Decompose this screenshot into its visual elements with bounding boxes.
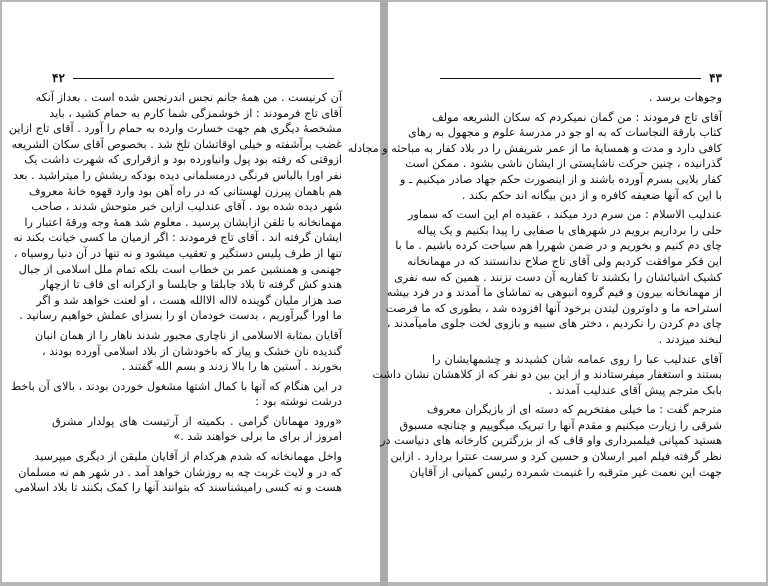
text-line: این فکر موافقت کردیم ولی آقای تاج صلاح ندانستند که در مهمانخانه xyxy=(407,254,722,268)
text-line: کافی دارد و مدت و همسایهٔ ما از عمر شریفش را در بلاد کفار به مباحثه و مجادله xyxy=(347,141,722,155)
text-line: بخورند . آستین ها را بالا زدند و بسم الله گفتند . xyxy=(121,360,342,374)
paragraph xyxy=(347,110,722,204)
text-line: گندیده نان خشک و پیاز که باخودشان از بلاد اسلامی آورده بودند ، xyxy=(42,344,342,358)
text-line: چای دم کنیم و بخوریم و در ضمن شهررا هم سیاحت کرده باشیم . ما با xyxy=(395,239,722,253)
right-book-page xyxy=(347,2,766,582)
text-line: کتاب بارقة النجاسات که به او جو در مدرسهٔ علوم و مجهول به رهای xyxy=(408,126,722,140)
right-header-rule xyxy=(440,78,701,79)
text-line: کفار بلایی بسرم آورده باشند و از اینصورت حکم جهاد صادر میکنیم ـ و xyxy=(400,172,722,186)
text-line: از مهمانخانه بیرون و فیم گروه انبوهی به تماشای ما آمدند و در فرد بیشه xyxy=(386,286,722,300)
text-line: آن کرنیست . من همهٔ جانم نجس اندرنجس شده است . بعداز آنکه xyxy=(35,91,342,104)
paragraph xyxy=(432,90,722,106)
left-page-body xyxy=(8,90,342,500)
text-line: در این هنگام که آنها با کمال اشتها مشغول خوردن بودند ، بالای آن باخط xyxy=(10,379,342,393)
text-line: غضب برآشفته و خیلی اوقاتشان تلخ شد . بخصوص آقای سکان الشریعه xyxy=(11,137,342,151)
text-line: هندو کش گرفته تا بلاد جابلقا و جابلسا و ازکرانه ای قاف تا ازچهار xyxy=(40,278,342,292)
text-line: هستید کمپانی فیلمبرداری واو قاف که از بزرگترین کارخانه های دنیاست در xyxy=(380,434,722,448)
text-line: مشخصهٔ دیگری هم جهت خسارت وارده به حمام را آورد . آقای تاج ازاین xyxy=(8,122,342,136)
paragraph xyxy=(34,328,342,375)
text-line: جهنمی و همنشین عمر بن خطاب است بلکه تمام ملل اسلامی از جبال xyxy=(18,262,342,276)
text-line: آقای تاج فرمودند : از خوشمزگی شما کارم به حمام کشید ، باید xyxy=(49,106,342,120)
text-line: جهت این نعمت غیر مترقبه را غنیمت شمرده رئیس کمپانی از آقایان xyxy=(409,465,722,479)
text-line: گذرانیده ، چنین حرکت ناشایستی از ایشان ناشی بشود . ممکن است xyxy=(405,157,722,171)
left-header-rule xyxy=(73,78,334,79)
text-line: هست و نه کسی رامیشناسند که بتوانند آنها را کمک بکنند تا بلاد اسلامی xyxy=(14,481,342,495)
paragraph xyxy=(52,414,342,445)
text-line: بستند و استغفار میفرستادند و از این بین دو نفر که از کلاهشان نشان داشت xyxy=(372,368,722,382)
left-page-header xyxy=(52,70,342,86)
paragraph xyxy=(10,379,342,410)
text-line: عندلیب الاسلام : من سرم درد میکند ، عقیده ام این است که سماور xyxy=(408,208,722,222)
text-line: شرقی را زیارت میکنیم و مقدم آنها را تبریک میگوییم و چنانچه مسبوق xyxy=(399,418,722,432)
text-line: نظر گرفته فیلم امیر ارسلان و حسین کرد و سرست عنترا بردارد . ازاین xyxy=(390,450,722,464)
text-line: صد هزار ملیان گوینده لااله الاالله هست ، او لعنت خواهد شد و اگر xyxy=(36,293,342,307)
text-line: لبخند میزدند . xyxy=(658,332,722,346)
right-page-header xyxy=(432,70,722,86)
text-line: ازوقتی که رفته بود پول وانیاورده بود و ازقراری که شهرت داشت یک xyxy=(24,153,342,167)
paragraph xyxy=(380,402,722,480)
text-line: ایشان گرفته اند . آقای تاج فرمودند : اگر ازمیان ما کسی خیانت بکند نه xyxy=(13,231,342,245)
text-line: واخل مهمانخانه که شدم هرکدام از آقایان ملیقن از دیگری میپرسید xyxy=(34,450,342,464)
text-line: آقای تاج فرمودند : من گمان نمیکردم که سکان الشریعه مولف xyxy=(432,110,722,124)
text-line: «ورود مهمانان گرامی . بکمیته از آرتیست های پولدار مشرق xyxy=(52,414,342,428)
left-book-page xyxy=(2,2,380,582)
text-line: ما اورا گیرآوریم ، بدست خودمان او را بسزای عملش خواهیم رسانید . xyxy=(19,309,342,323)
text-line: شهر دیده شده بود . آقای عندلیب ازاین خبر متوحش شدند ، صاحب xyxy=(31,200,342,214)
right-page-body xyxy=(347,90,722,484)
paragraph xyxy=(385,207,722,347)
text-line: وجوهات برسد . xyxy=(648,91,722,104)
text-line: امروز از برای ما برلی خواهند شد .» xyxy=(173,430,342,444)
text-line: کشیک اشیائشان را بکشند تا کفاریه آن دست نزنند . همین که سه نفری xyxy=(394,270,722,284)
text-line: چای دم کردن را نکردیم ، دختر های سبیه و بازوی لخت جلوی مامیآمدند ، xyxy=(386,317,722,331)
text-line: مهمانخانه با تلفن ازایشان پرسید . معلوم شد همهٔ وجه ورقهٔ اعتبار را xyxy=(24,215,342,229)
text-line: که در و لایت غربت چه به روزشان خواهد آمد . در شهر هم نه مسلمان xyxy=(18,465,342,479)
text-line: آقایان بمثابة الاسلامی از ناچاری مجبور شدند ناهار را از همان انبان xyxy=(34,328,342,342)
text-line: تنها از طرف پلیس دستگیر و تعقیب میشود و نه تنها در آن دنیا روسیاه ، xyxy=(13,246,342,260)
paragraph xyxy=(372,352,722,399)
text-line: درشت نوشته بود : xyxy=(255,395,342,409)
text-line: هم باهمان پیرزن لهستانی که در راه آهن بود وارد قهوه خانهٔ معروف xyxy=(28,184,342,198)
text-line: بابک مترجم پیش آقای عندلیب آمدند . xyxy=(548,383,722,397)
text-line: مترجم گفت : ما خیلی مفتخریم که دسته ای از بازیگران معروف xyxy=(426,403,722,417)
text-line: نفر اورا بالباس فرنگی درمسلمانی دیده بودکه ریشش را میتراشید . بعد xyxy=(13,168,342,182)
left-page-number: ۴۲ xyxy=(52,71,65,85)
paragraph xyxy=(8,90,342,324)
text-line: با این که آنها ضعیفه کافره و از دین بیگانه اند حکم بکند . xyxy=(461,188,722,202)
right-page-number: ۴۳ xyxy=(709,71,722,85)
paragraph xyxy=(14,449,342,496)
text-line: استراحه ما و داوترون لیتدن برخود آنها افزوده شد ، بطوری که ما فرصت xyxy=(385,301,722,315)
text-line: حلی را برداریم برویم در شهرهای با صفایی را پیدا بکنیم و یک پیاله xyxy=(416,223,722,237)
text-line: آقای عندلیب عبا را روی عمامه شان کشیدند و چشمهایشان را xyxy=(432,352,722,366)
